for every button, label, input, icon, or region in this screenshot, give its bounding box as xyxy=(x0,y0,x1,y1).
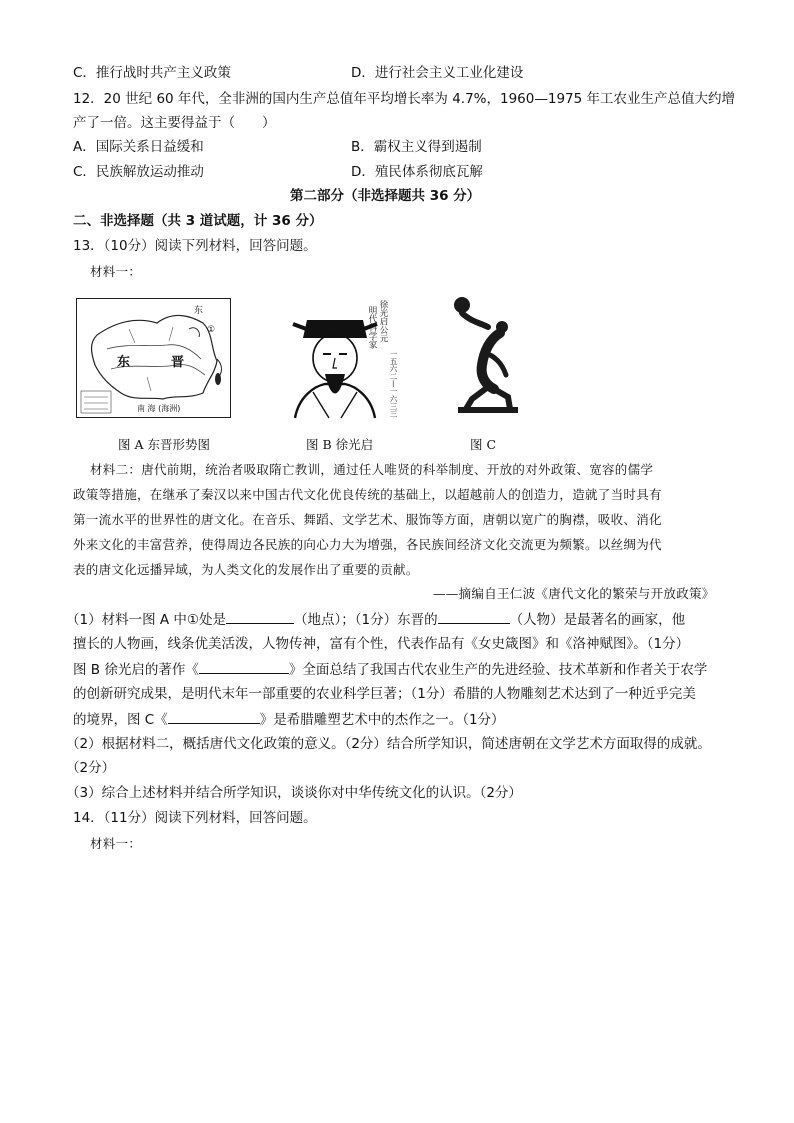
fig-b-caption: 图 B 徐光启 xyxy=(306,437,374,452)
material2-line: 表的唐文化远播异域，为人类文化的发展作出了重要的贡献。 xyxy=(73,562,419,577)
q12-option-a: A．国际关系日益缓和 xyxy=(73,139,204,155)
sub1-text: 》是希腊雕塑艺术中的杰作之一。（1分） xyxy=(259,712,505,728)
sub1-text: （1）材料一图 A 中①处是 xyxy=(66,612,227,628)
answer-blank-person[interactable] xyxy=(438,609,510,624)
material2-source: ——摘编自王仁波《唐代文化的繁荣与开放政策》 xyxy=(433,586,715,601)
fig-b-portrait xyxy=(285,300,405,420)
map-label-dong: 东 xyxy=(117,355,131,370)
part2-title: 第二部分（非选择题共 36 分） xyxy=(290,188,481,204)
fig-c-statue xyxy=(450,293,530,413)
q13-sub1-line1 xyxy=(66,609,685,630)
sub1-text: 》全面总结了我国古代农业生产的先进经验、技术革新和作者关于农学 xyxy=(288,662,708,678)
sub1-text: （人物）是最著名的画家，他 xyxy=(509,612,686,628)
fig-a-map xyxy=(76,298,231,418)
portrait-text-col2: 明代科学家 xyxy=(367,306,377,349)
map-label-circle1: ① xyxy=(207,325,216,335)
material2-line: 政策等措施，在继承了秦汉以来中国古代文化优良传统的基础上，以超越前人的创造力，造就了当时具有 xyxy=(73,487,662,502)
material2-line: 第一流水平的世界性的唐文化。在音乐、舞蹈、文学艺术、服饰等方面，唐朝以宽广的胸襟，吸收、消化 xyxy=(73,512,662,527)
map-label-sea: 南 海 (海洲) xyxy=(137,404,181,413)
q11-option-d: D．进行社会主义工业化建设 xyxy=(351,65,524,81)
q13-sub2-line1: （2）根据材料二，概括唐代文化政策的意义。（2分）结合所学知识，简述唐朝在文学艺术方面取得的成就。 xyxy=(66,736,711,752)
q11-option-c: C．推行战时共产主义政策 xyxy=(73,65,231,81)
q12-stem-line1: 12．20 世纪 60 年代，全非洲的国内生产总值年平均增长率为 4.7%，1960—1975 年工农业生产总值大约增 xyxy=(73,91,735,107)
q13-sub1-line5 xyxy=(73,709,505,730)
q14-material1-label: 材料一： xyxy=(90,836,142,851)
section2-title: 二、非选择题（共 3 道试题，计 36 分） xyxy=(73,213,323,229)
q12-option-b: B．霸权主义得到遏制 xyxy=(351,139,482,155)
fig-c-caption: 图 C xyxy=(470,437,497,452)
fig-a-caption: 图 A 东晋形势图 xyxy=(118,437,210,452)
material2-line: 外来文化的丰富营养，使得周边各民族的向心力大为增强，各民族间经济文化交流更为频繁。以丝绸为代 xyxy=(73,537,662,552)
material2-line: 材料二：唐代前期，统治者吸取隋亡教训，通过任人唯贤的科举制度、开放的对外政策、宽容的儒学 xyxy=(90,462,654,477)
q12-option-d: D．殖民体系彻底瓦解 xyxy=(351,164,483,180)
map-label-east: 东 xyxy=(194,306,204,316)
q14-stem: 14．（11分）阅读下列材料，回答问题。 xyxy=(73,810,317,826)
q13-material1-label: 材料一： xyxy=(90,264,142,279)
answer-blank-book[interactable] xyxy=(199,659,289,674)
sub1-text: 的境界，图 C《 xyxy=(73,712,168,728)
portrait-text-col1: 徐光启公元 xyxy=(378,300,388,343)
answer-blank-sculpture[interactable] xyxy=(168,709,260,724)
sub1-text: （地点）；（1分）东晋的 xyxy=(294,612,438,628)
q13-sub1-line2: 擅长的人物画，线条优美活泼，人物传神，富有个性，代表作品有《女史箴图》和《洛神赋图》。（1分） xyxy=(73,636,690,652)
q13-sub3: （3）综合上述材料并结合所学知识，谈谈你对中华传统文化的认识。（2分） xyxy=(66,785,522,801)
map-label-jin: 晋 xyxy=(171,355,185,370)
sub1-text: 图 B 徐光启的著作《 xyxy=(73,662,199,678)
q13-sub1-line3 xyxy=(73,659,707,680)
answer-blank-place[interactable] xyxy=(226,609,294,624)
q12-option-c: C．民族解放运动推动 xyxy=(73,164,204,180)
q13-sub1-line4: 的创新研究成果，是明代末年一部重要的农业科学巨著；（1分）希腊的人物雕刻艺术达到了一种近乎完美 xyxy=(73,686,696,702)
q12-stem-line2: 产了一倍。这主要得益于（ ） xyxy=(73,115,276,131)
q13-stem: 13．（10分）阅读下列材料，回答问题。 xyxy=(73,238,317,254)
portrait-text-col3: 一五六二—一六三三 xyxy=(389,350,398,418)
statue-drawing xyxy=(450,293,530,413)
map-drawing xyxy=(77,299,230,417)
q13-sub2-line2: （2分） xyxy=(66,760,116,776)
